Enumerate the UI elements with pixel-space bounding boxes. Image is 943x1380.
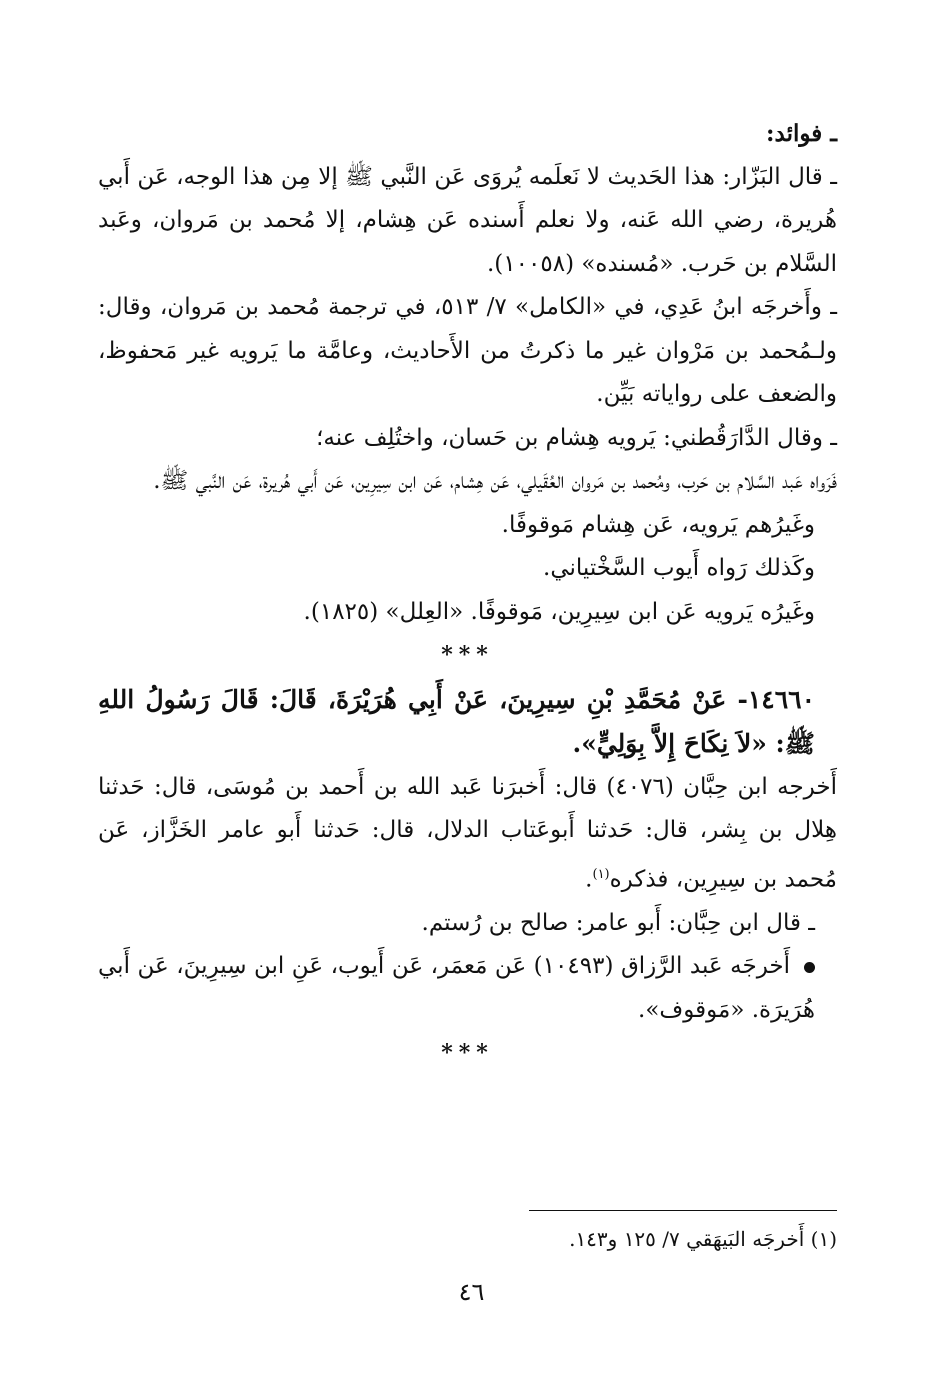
section-heading: ـ فوائد: xyxy=(766,120,837,147)
paragraph-others: وغَيرُهم يَرويه، عَن هِشام مَوقوفًا. xyxy=(501,511,815,538)
footnote-divider xyxy=(529,1210,837,1211)
paragraph-ibn-hibban: أَخرجه ابن حِبَّان (٤٠٧٦) قال: أَخبرَنا عَبد الله بن أَحمد بن مُوسَى، قال: حَدثنا هِلال بن بِشر، قال: حَدثنا أَبوعَتاب الدلال، قال: حَدثنا أَبو عامر الخَزَّاز، عَن مُحمد بن سِيرِين، فذكره$^{(١)}$. xyxy=(98,773,837,893)
paragraph-ilal: وغَيرُه يَرويه عَن ابن سِيرِين، مَوقوفًا. «العِلل» (١٨٢٥). xyxy=(303,598,815,625)
hadith-text: ١٤٦٦٠- عَنْ مُحَمَّدِ بْنِ سِيرِينَ، عَنْ أَبِي هُرَيْرَةَ، قَالَ: قَالَ رَسُولُ اللهِ ﷺ: «لاَ نِكَاحَ إِلاَّ بِوَلِيٍّ». xyxy=(98,684,815,758)
paragraph-bazzar: ـ قال البَزّار: هذا الحَديث لا نَعلَمه يُروَى عَن النَّبي ﷺ إلا مِن هذا الوجه، عَن أَبي هُريرة، رضي الله عَنه، ولا نعلم أَسنده عَن هِشام، إلا مُحمد بن مَروان، وعَبد السَّلام بن حَرب. «مُسنده» (١٠٠٥٨). xyxy=(98,163,837,277)
paragraph-abdurrazzaq xyxy=(98,945,837,1032)
paragraph-riwaya: فَرَواه عَبد السَّلام بن حَرب، ومُحمد بن مَروان العُقَيلي، عَن هِشام، عَن ابن سِيرِين، عَن أَبي هُريرة، عَن النَّبي ﷺ. xyxy=(153,468,837,494)
footnote: (١) أَخرجَه البَيهَقي ٧/ ١٢٥ و١٤٣. xyxy=(569,1227,837,1251)
page-number: ٤٦ xyxy=(458,1278,485,1306)
separator-stars-bottom: *** xyxy=(441,1040,494,1067)
main-text xyxy=(98,112,837,1076)
paragraph-ibn-adi: ـ وأَخرجَه ابنُ عَدِي، في «الكامل» ٧/ ٥١٣، في ترجمة مُحمد بن مَروان، وقال: ولـمُحمد بن مَرْوان غير ما ذكرتُ من الأَحاديث، وعامَّة ما يَرويه غير مَحفوظ، والضعف على رواياته بَيِّن. xyxy=(98,294,837,407)
abdurrazzaq-text: أَخرجَه عَبد الرَّزاق (١٠٤٩٣) عَن مَعمَر، عَن أَيوب، عَنِ ابن سِيرِينَ، عَن أَبي هُرَيرَة. «مَوقوف». xyxy=(98,953,815,1023)
paragraph-abu-amir: ـ قال ابن حِبَّان: أَبو عامر: صالح بن رُستم. xyxy=(421,909,815,936)
paragraph-ayyub: وكَذلك رَواه أَيوب السَّخْتياني. xyxy=(543,555,815,581)
separator-stars: *** xyxy=(441,642,494,668)
paragraph-daraqutni: ـ وقال الدَّارَقُطني: يَرويه هِشام بن حَسان، واختُلِف عنه؛ xyxy=(316,424,837,451)
takhrij-text: أَخرجه ابن حِبَّان (٤٠٧٦) قال: أَخبرَنا عَبد الله بن أَحمد بن مُوسَى، قال: حَدثنا هِلال بن بِشر، قال: حَدثنا أَبوعَتاب الدلال، قال: حَدثنا أَبو عامر الخَزَّاز، عَن مُحمد بن سِيرِين، فذكره xyxy=(98,773,837,893)
footnote-ref: (١) xyxy=(592,866,610,882)
bullet-dot-icon xyxy=(804,962,815,973)
